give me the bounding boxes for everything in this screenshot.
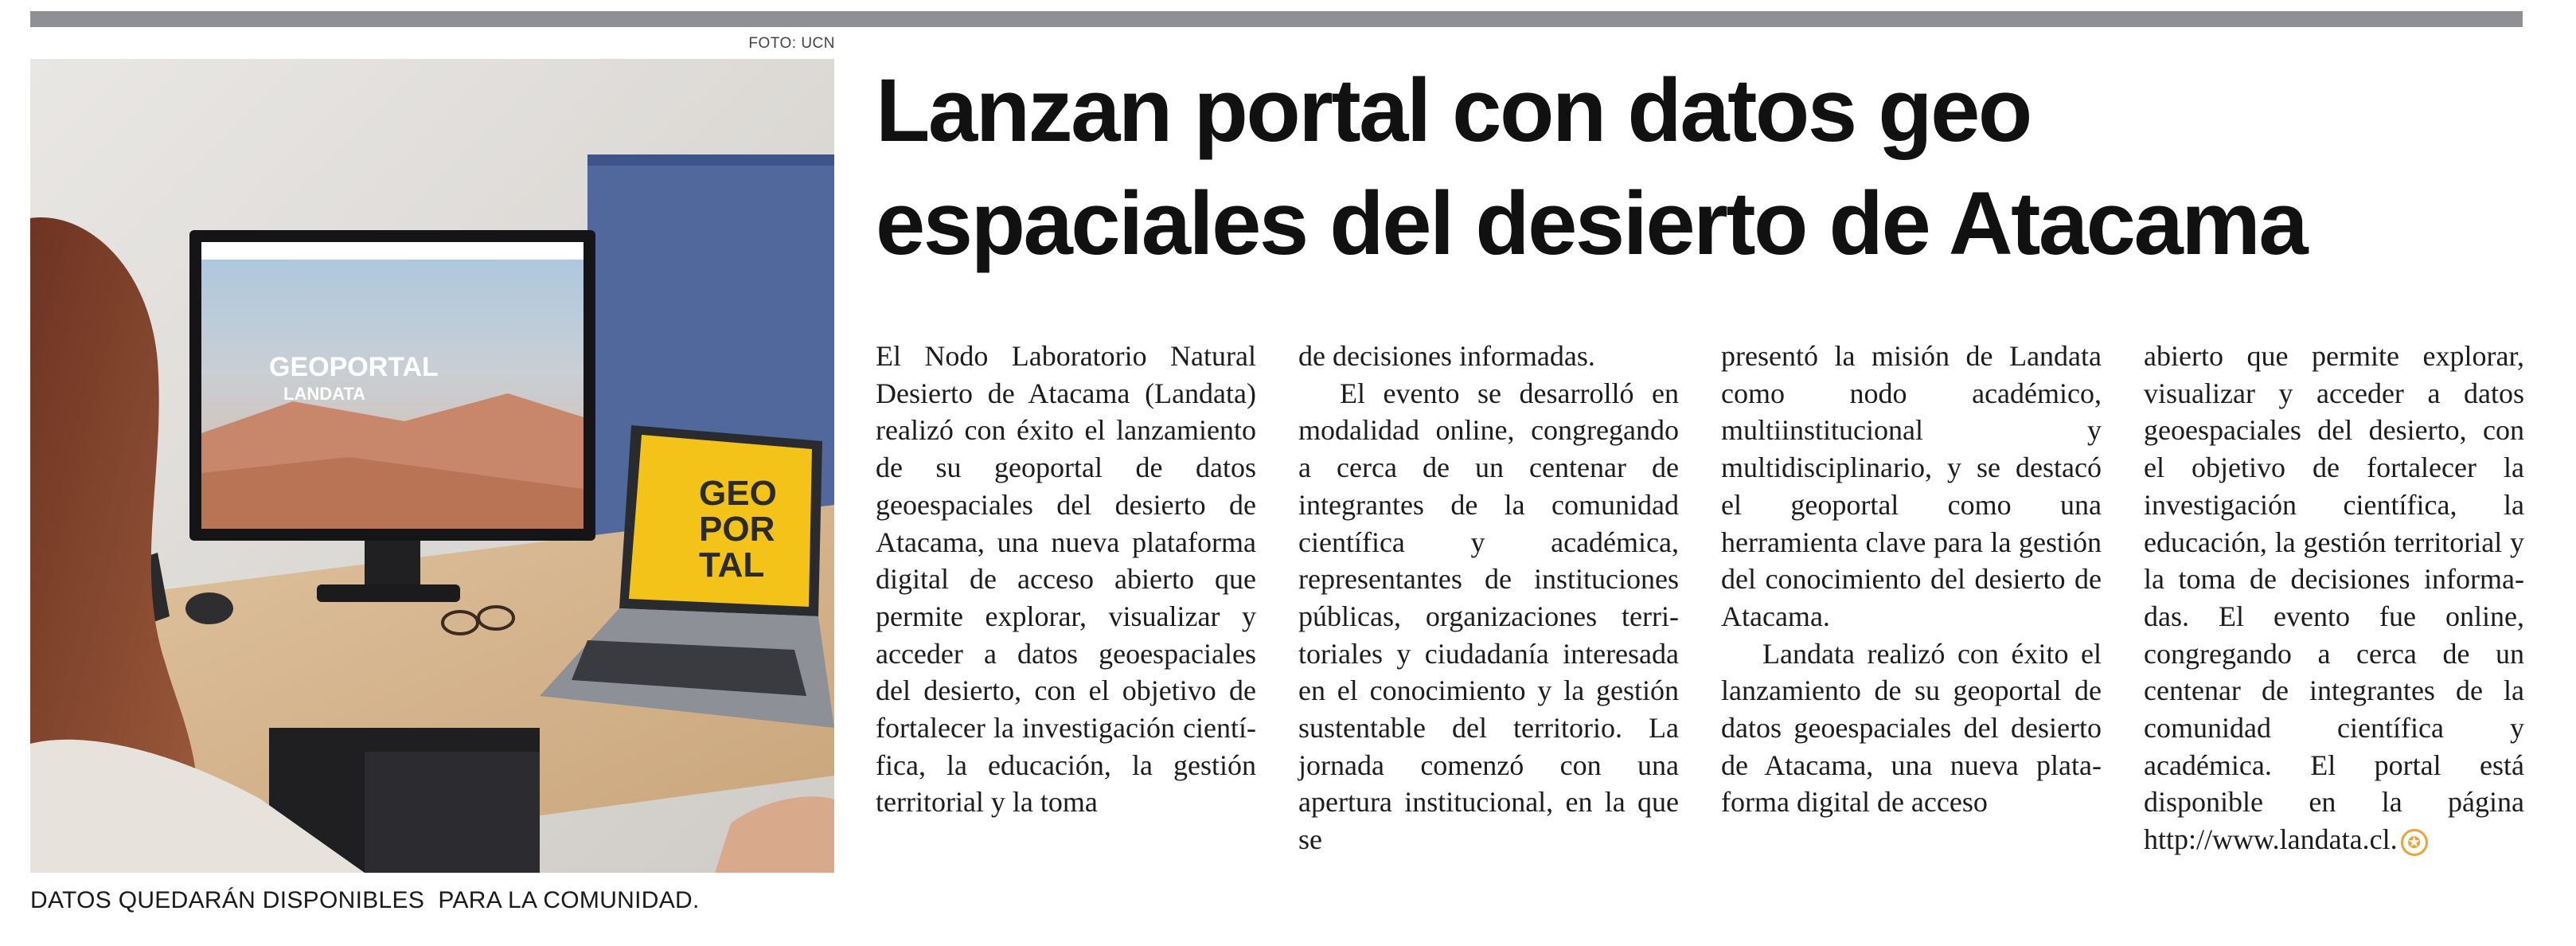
end-mark-icon: ✪ [2401, 829, 2428, 856]
article-column-2 [1298, 338, 1679, 858]
body-paragraph: El Nodo Laboratorio Natural Desierto de Atacama (Landata) realizó con éxito el lanzamiento de su geoportal de datos geoespaciales del desierto de Atacama, una nueva plataforma digital de acceso abierto que permite explorar, visualizar y acceder a datos geoespaciales del desierto, con el objetivo de fortalecer la investigación científica, la educación, la gestión territorial y la toma [876, 340, 1256, 819]
headline-line-1: Lanzan portal con datos geo [876, 61, 2031, 160]
photo-credit: FOTO: UCN [748, 35, 835, 52]
laptop-screen-line2: POR [699, 510, 775, 549]
article-column-4 [2144, 338, 2524, 858]
article-photo [30, 59, 834, 873]
body-paragraph: de decisiones informadas. [1298, 340, 1595, 372]
body-paragraph: El evento se desarrolló en modalidad online, congregando a cerca de un centenar de integrantes de la comunidad científica y académica, representantes de instituciones públicas, organizaciones territoriales y ciudadanía interesada en el conocimiento y la gestión sustentable del territorio. La jornada comenzó con una apertura institucional, en la que se [1298, 377, 1679, 856]
headline-line-2: espaciales del desierto de Atacama [876, 174, 2307, 273]
laptop-screen-line3: TAL [699, 545, 765, 584]
photo-caption: DATOS QUEDARÁN DISPONIBLES PARA LA COMUNIDAD. [30, 887, 700, 913]
body-paragraph: Landata realizó con éxito el lanzamiento de su geoportal de datos geoespaciales del desierto de Atacama, una nueva plataforma digital de acceso [1721, 637, 2102, 819]
article-column-1 [876, 338, 1256, 821]
monitor-screen-title: GEOPORTAL [269, 352, 439, 382]
top-rule [30, 11, 2523, 27]
body-paragraph: presentó la misión de Landata como nodo académico, multiinstitucional y multidisciplinario, y se destacó el geoportal como una herramienta clave para la gestión del conocimiento del desierto de Atacama. [1721, 340, 2102, 632]
laptop-screen-line1: GEO [699, 474, 777, 513]
article-column-3 [1721, 338, 2102, 821]
monitor-screen-subtitle: LANDATA [283, 384, 366, 404]
body-paragraph: abierto que permite explorar, visualizar y acceder a datos geoespaciales del desierto, con el objetivo de fortalecer la investigación científica, la educación, la gestión territorial y la toma de decisiones informadas. El evento fue online, congregando a cerca de un centenar de integrantes de la comunidad científica y académica. El portal está disponible en la página http://www.landata.cl. [2144, 340, 2524, 856]
headline [876, 54, 2539, 280]
